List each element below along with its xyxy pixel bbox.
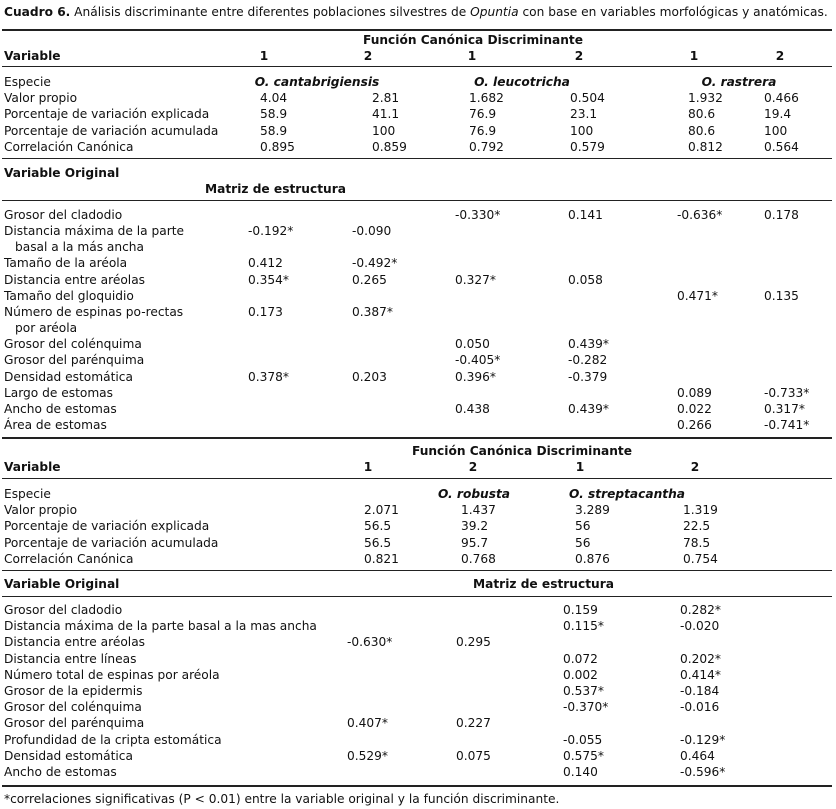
stat-value: 0.504 — [570, 91, 605, 105]
function-number: 1 — [259, 49, 269, 63]
function-number: 2 — [690, 460, 700, 474]
stat-value: 80.6 — [688, 107, 716, 122]
matrix-value: -0.016 — [680, 700, 720, 715]
matrix-value: -0.282 — [568, 353, 608, 368]
function-number: 1 — [689, 49, 699, 63]
matrix-value: 0.050 — [455, 337, 490, 352]
stat-value: 56.5 — [364, 519, 392, 534]
matrix-row-label: Grosor del parénquima — [4, 716, 145, 731]
stat-value: 1.319 — [683, 503, 718, 517]
species-label: Especie — [4, 487, 51, 501]
stat-value: 0.564 — [764, 139, 799, 154]
original-variable-label: Variable Original — [4, 577, 120, 591]
stat-value: 0.579 — [570, 139, 605, 154]
species-name: O. cantabrigiensis — [254, 75, 380, 89]
matrix-row-label: Distancia entre aréolas — [4, 272, 146, 287]
matrix-row-label: Distancia máxima de la parte basal a la mas ancha — [4, 619, 317, 634]
rule-matrix — [2, 200, 832, 201]
original-variable-label: Variable Original — [4, 166, 120, 180]
matrix-value: 0.464 — [680, 748, 715, 763]
stat-value: 1.932 — [688, 91, 723, 105]
matrix-row-label: Grosor del cladodio — [4, 603, 123, 617]
matrix-row-label: Densidad estomática — [4, 369, 133, 384]
matrix-value: -0.370* — [563, 700, 609, 715]
stat-value: 0.859 — [372, 139, 407, 154]
stat-value: 2.81 — [372, 91, 400, 105]
matrix-value: 0.295 — [456, 635, 491, 650]
matrix-value: 0.022 — [677, 402, 712, 416]
matrix-row-label: Grosor del colénquima — [4, 337, 142, 352]
rule-header — [2, 66, 832, 67]
stat-label: Porcentaje de variación explicada — [4, 107, 210, 122]
matrix-row-label: Ancho de estomas — [4, 765, 117, 779]
matrix-row-label-cont: por aréola — [15, 321, 78, 335]
stat-label: Porcentaje de variación acumulada — [4, 123, 219, 138]
footnote: *correlaciones significativas (P < 0.01) entre la variable original y la función discriminante. — [4, 792, 560, 806]
stat-value: 58.9 — [260, 107, 288, 122]
matrix-value: 0.115* — [563, 619, 604, 634]
function-number: 2 — [775, 49, 785, 63]
matrix-value: 0.089 — [677, 385, 712, 400]
stat-value: 4.04 — [260, 91, 288, 105]
rule-matrix — [2, 596, 832, 597]
stat-value: 0.812 — [688, 139, 723, 154]
stat-value: 23.1 — [570, 107, 598, 122]
matrix-value: 0.203 — [352, 369, 387, 384]
caption-text-after: con base en variables morfológicas y anatómicas. — [518, 5, 828, 19]
matrix-value: 0.265 — [352, 272, 387, 287]
matrix-value: 0.529* — [347, 748, 388, 763]
function-number: 1 — [363, 460, 373, 474]
matrix-value: 0.537* — [563, 684, 604, 698]
stat-value: 3.289 — [575, 503, 610, 517]
matrix-value: 0.227 — [456, 716, 491, 731]
stat-value: 100 — [372, 123, 396, 138]
stat-value: 56 — [575, 535, 591, 550]
matrix-row-label: Tamaño del gloquidio — [4, 288, 134, 303]
matrix-row-label: Distancia máxima de la parte — [4, 224, 185, 239]
matrix-row-label: Densidad estomática — [4, 748, 133, 763]
matrix-value: -0.741* — [764, 418, 810, 433]
rule-stats — [2, 570, 832, 571]
rule-top — [2, 29, 832, 31]
matrix-value: -0.405* — [455, 353, 501, 368]
matrix-row-label: Grosor del cladodio — [4, 208, 123, 222]
function-number: 2 — [363, 49, 373, 63]
species-name: O. streptacantha — [569, 487, 685, 501]
matrix-value: 0.058 — [568, 272, 603, 287]
matrix-value: 0.141 — [568, 208, 603, 222]
matrix-value: 0.407* — [347, 716, 388, 731]
matrix-value: 0.135 — [764, 288, 799, 303]
stat-value: 0.768 — [461, 551, 496, 566]
function-header: Función Canónica Discriminante — [362, 33, 584, 47]
matrix-value: -0.020 — [680, 619, 720, 634]
matrix-row-label: Área de estomas — [4, 418, 107, 433]
matrix-value: -0.184 — [680, 684, 720, 698]
stat-value: 2.071 — [364, 503, 399, 517]
matrix-value: 0.387* — [352, 305, 393, 319]
stat-value: 100 — [570, 123, 594, 138]
rule-section-split — [2, 437, 832, 439]
matrix-value: 0.412 — [248, 256, 283, 271]
matrix-value: -0.596* — [680, 765, 726, 779]
matrix-value: -0.630* — [347, 635, 393, 650]
matrix-value: 0.327* — [455, 272, 496, 287]
stat-label: Valor propio — [4, 91, 78, 105]
stat-value: 56.5 — [364, 535, 392, 550]
rule-bottom — [2, 785, 832, 787]
stat-label: Correlación Canónica — [4, 139, 134, 154]
matrix-value: -0.129* — [680, 732, 726, 747]
matrix-row-label: Distancia entre aréolas — [4, 635, 146, 650]
species-label: Especie — [4, 75, 51, 89]
stat-label: Correlación Canónica — [4, 551, 134, 566]
matrix-value: 0.178 — [764, 208, 799, 222]
variable-header: Variable — [4, 49, 61, 63]
stat-value: 80.6 — [688, 123, 716, 138]
stat-value: 100 — [764, 123, 788, 138]
matrix-row-label: Grosor de la epidermis — [4, 684, 143, 698]
matrix-label: Matriz de estructura — [473, 577, 614, 591]
matrix-value: -0.379 — [568, 369, 608, 384]
variable-header: Variable — [4, 460, 61, 474]
function-number: 1 — [575, 460, 585, 474]
matrix-value: 0.439* — [568, 402, 609, 416]
function-number: 2 — [468, 460, 478, 474]
stat-value: 56 — [575, 519, 591, 534]
stat-value: 76.9 — [469, 107, 497, 122]
matrix-value: 0.354* — [248, 272, 289, 287]
species-name: O. leucotricha — [474, 75, 570, 89]
stat-value: 78.5 — [683, 535, 711, 550]
matrix-value: -0.492* — [352, 256, 398, 271]
caption — [4, 6, 828, 18]
caption-genus: Opuntia — [470, 5, 519, 19]
species-name: O. rastrera — [701, 75, 777, 89]
caption-text-before: Análisis discriminante entre diferentes poblaciones silvestres de — [70, 5, 471, 19]
matrix-row-label: Ancho de estomas — [4, 402, 117, 416]
stat-label: Valor propio — [4, 503, 78, 517]
matrix-row-label: Tamaño de la aréola — [4, 256, 128, 271]
stat-value: 39.2 — [461, 519, 489, 534]
stat-label: Porcentaje de variación explicada — [4, 519, 210, 534]
matrix-row-label-cont: basal a la más ancha — [15, 240, 145, 255]
stat-value: 1.682 — [469, 91, 504, 105]
stat-value: 19.4 — [764, 107, 792, 122]
stat-value: 0.876 — [575, 551, 610, 566]
matrix-value: -0.636* — [677, 208, 723, 222]
matrix-value: 0.282* — [680, 603, 721, 617]
function-number: 1 — [467, 49, 477, 63]
matrix-value: -0.090 — [352, 224, 392, 239]
matrix-value: -0.055 — [563, 732, 603, 747]
matrix-row-label: Grosor del parénquima — [4, 353, 145, 368]
rule-header — [2, 478, 832, 479]
matrix-value: 0.414* — [680, 667, 721, 682]
matrix-value: 0.202* — [680, 651, 721, 666]
matrix-value: 0.075 — [456, 748, 491, 763]
matrix-value: 0.438 — [455, 402, 490, 416]
stat-value: 0.895 — [260, 139, 295, 154]
matrix-value: -0.733* — [764, 385, 810, 400]
matrix-row-label: Grosor del colénquima — [4, 700, 142, 715]
matrix-value: 0.173 — [248, 305, 283, 319]
matrix-value: 0.575* — [563, 748, 604, 763]
matrix-value: -0.192* — [248, 224, 294, 239]
stat-value: 41.1 — [372, 107, 400, 122]
matrix-value: 0.002 — [563, 667, 598, 682]
matrix-value: -0.330* — [455, 208, 501, 222]
matrix-value: 0.378* — [248, 369, 289, 384]
stat-value: 0.466 — [764, 91, 799, 105]
matrix-row-label: Número de espinas po-rectas — [4, 305, 184, 319]
matrix-row-label: Número total de espinas por aréola — [4, 667, 220, 682]
stat-value: 0.754 — [683, 551, 718, 566]
stat-label: Porcentaje de variación acumulada — [4, 535, 219, 550]
stat-value: 58.9 — [260, 123, 288, 138]
matrix-value: 0.317* — [764, 402, 805, 416]
stat-value: 76.9 — [469, 123, 497, 138]
matrix-value: 0.439* — [568, 337, 609, 352]
stat-value: 22.5 — [683, 519, 711, 534]
matrix-value: 0.072 — [563, 651, 598, 666]
matrix-value: 0.159 — [563, 603, 598, 617]
matrix-value: 0.471* — [677, 288, 718, 303]
matrix-value: 0.266 — [677, 418, 712, 433]
species-name: O. robusta — [437, 487, 511, 501]
matrix-value: 0.140 — [563, 765, 598, 779]
matrix-row-label: Largo de estomas — [4, 385, 114, 400]
stat-value: 95.7 — [461, 535, 489, 550]
function-number: 2 — [574, 49, 584, 63]
matrix-row-label: Distancia entre líneas — [4, 651, 137, 666]
matrix-row-label: Profundidad de la cripta estomática — [4, 732, 222, 747]
matrix-value: 0.396* — [455, 369, 496, 384]
stat-value: 0.792 — [469, 139, 504, 154]
matrix-label: Matriz de estructura — [205, 182, 346, 196]
caption-label: Cuadro 6. — [4, 5, 71, 19]
stat-value: 0.821 — [364, 551, 399, 566]
stat-value: 1.437 — [461, 503, 496, 517]
function-header: Función Canónica Discriminante — [411, 444, 633, 458]
rule-stats — [2, 158, 832, 159]
